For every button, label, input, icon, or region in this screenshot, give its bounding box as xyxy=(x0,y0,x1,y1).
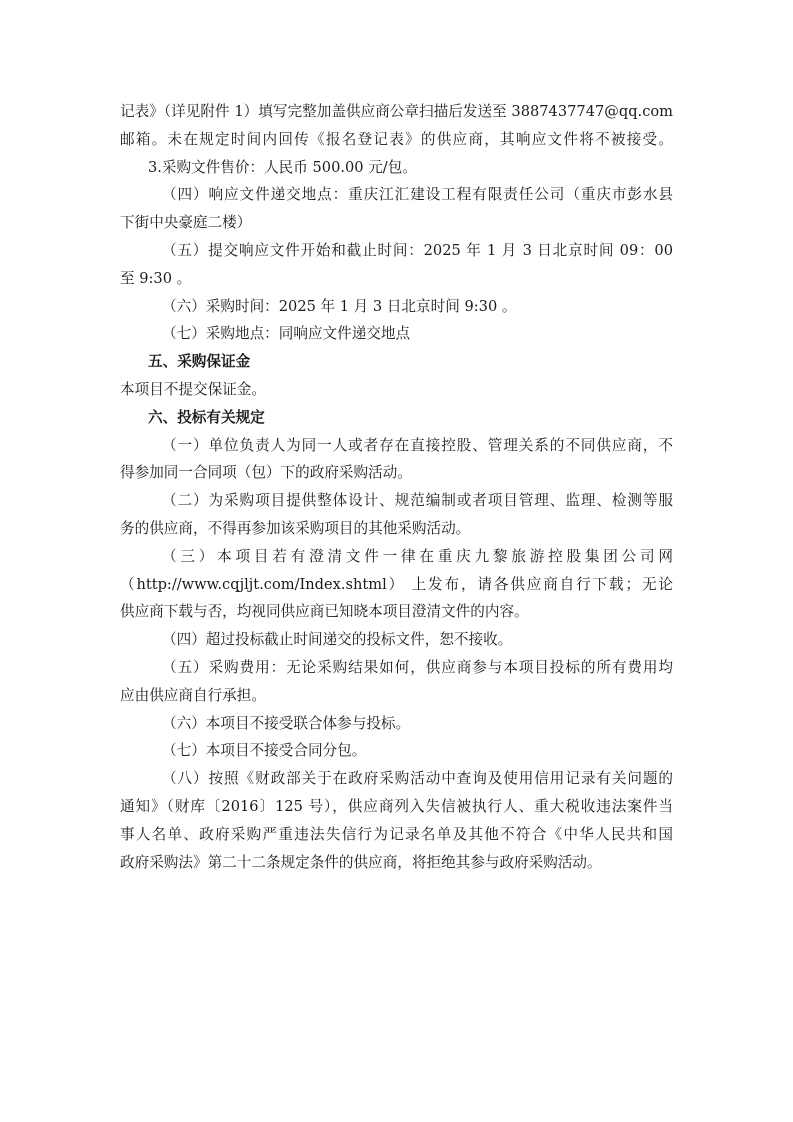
paragraph-line: 政府采购法》第二十二条规定条件的供应商，将拒绝其参与政府采购活动。 xyxy=(120,853,602,871)
paragraph-line: （四）超过投标截止时间递交的投标文件，恕不接收。 xyxy=(162,631,513,649)
paragraph-line: 供应商下载与否，均视同供应商已知晓本项目澄清文件的内容。 xyxy=(120,603,529,621)
paragraph-line: 下街中央豪庭二楼） xyxy=(120,214,252,232)
paragraph-line: （五）采购费用：无论采购结果如何，供应商参与本项目投标的所有费用均 xyxy=(162,658,673,676)
paragraph-line: （八）按照《财政部关于在政府采购活动中查询及使用信用记录有关问题的 xyxy=(162,770,673,788)
paragraph-line: （六）采购时间：2025 年 1 月 3 日北京时间 9:30 。 xyxy=(162,297,517,315)
paragraph-line: （一）单位负责人为同一人或者存在直接控股、管理关系的不同供应商，不 xyxy=(162,436,673,454)
paragraph-line: （四）响应文件递交地点：重庆江汇建设工程有限责任公司（重庆市彭水县 xyxy=(162,186,673,204)
paragraph-line: 记表》（详见附件 1）填写完整加盖供应商公章扫描后发送至 3887437747@qq.com xyxy=(120,103,673,120)
paragraph-line: 本项目不提交保证金。 xyxy=(120,380,266,398)
document-body xyxy=(120,98,673,876)
paragraph-line: 通知》（财库〔2016〕125 号），供应商列入失信被执行人、重大税收违法案件当 xyxy=(120,797,673,815)
paragraph-line: （七）采购地点：同响应文件递交地点 xyxy=(162,325,411,343)
paragraph-line: 事人名单、政府采购严重违法失信行为记录名单及其他不符合《中华人民共和国 xyxy=(120,825,673,843)
paragraph-line: 邮箱。未在规定时间内回传《报名登记表》的供应商，其响应文件将不被接受。 xyxy=(120,130,673,148)
paragraph-line: 应由供应商自行承担。 xyxy=(120,686,266,704)
paragraph-line: 务的供应商，不得再参加该采购项目的其他采购活动。 xyxy=(120,519,471,537)
paragraph-line: （http://www.cqjljt.com/Index.shtml） 上发布，请各供应商自行下载；无论 xyxy=(120,575,673,593)
paragraph-line: 至 9:30 。 xyxy=(120,269,192,287)
paragraph-line: （七）本项目不接受合同分包。 xyxy=(162,742,367,760)
section-heading: 六、投标有关规定 xyxy=(148,408,265,426)
paragraph-line: 得参加同一合同项（包）下的政府采购活动。 xyxy=(120,464,412,482)
paragraph-line: 3.采购文件售价：人民币 500.00 元/包。 xyxy=(148,158,417,176)
paragraph-line: （六）本项目不接受联合体参与投标。 xyxy=(162,714,411,732)
section-heading: 五、采购保证金 xyxy=(148,353,251,371)
paragraph-line: （五）提交响应文件开始和截止时间：2025 年 1 月 3 日北京时间 09：00 xyxy=(162,241,673,259)
paragraph-line: （二）为采购项目提供整体设计、规范编制或者项目管理、监理、检测等服 xyxy=(162,492,673,510)
paragraph-line: （三）本项目若有澄清文件一律在重庆九黎旅游控股集团公司网 xyxy=(162,547,673,565)
